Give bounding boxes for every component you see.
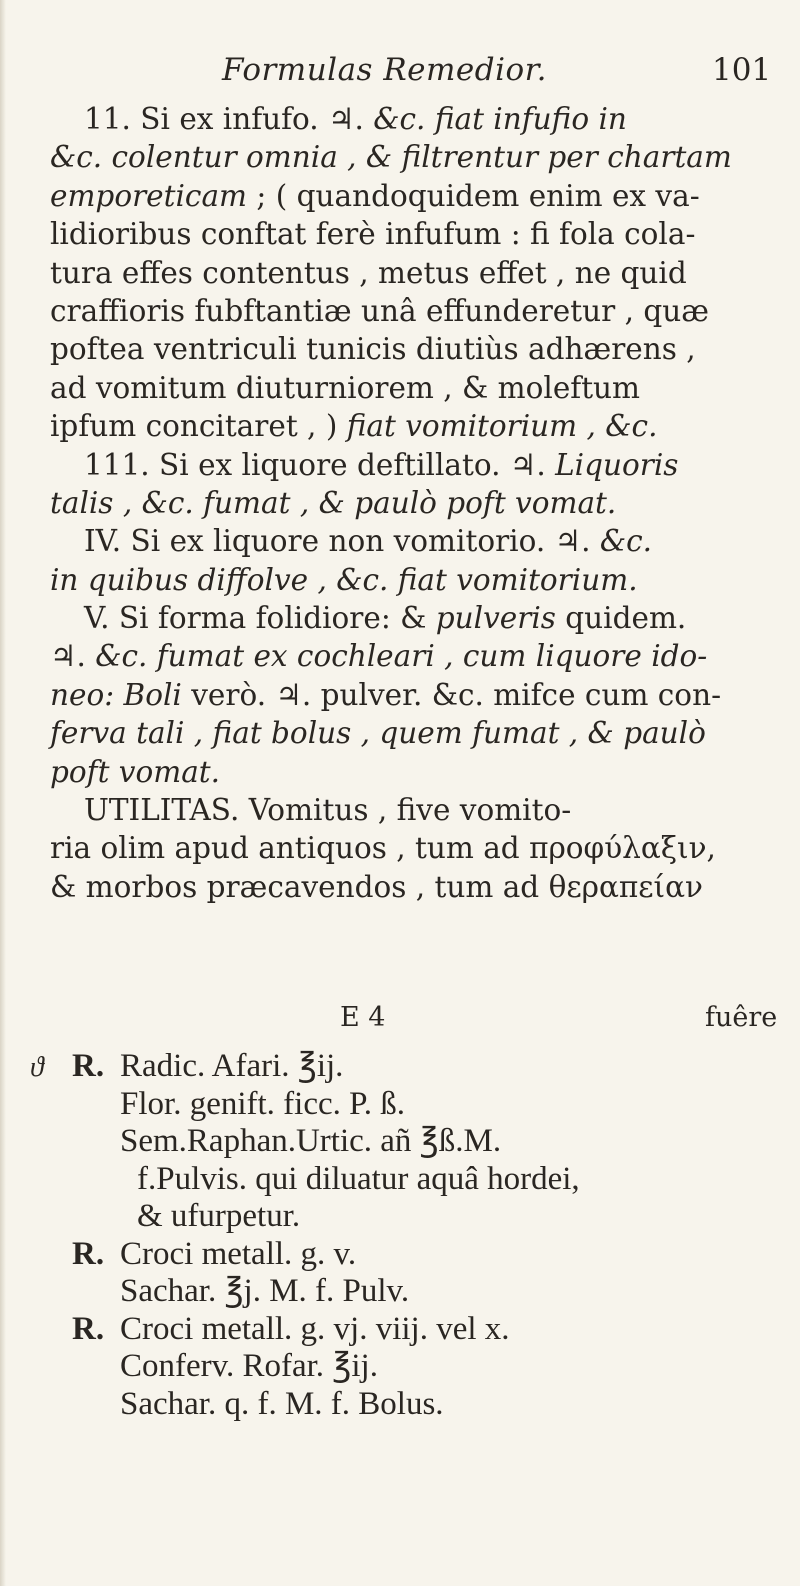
text-segment: ♃ (554, 524, 582, 559)
recipe-text: Sachar. q. f. M. f. Bolus. (120, 1385, 444, 1422)
main-text (50, 100, 766, 906)
text-line (50, 484, 766, 522)
recipe-text: Radic. Afari. ℥ij. (120, 1048, 344, 1084)
recipe-symbol: R. (72, 1310, 105, 1347)
text-segment: IV. Si ex liquore non vomitorio. (84, 524, 555, 559)
text-line (50, 753, 766, 791)
text-segment: ferva tali , fiat bolus , quem fumat , & paulò (50, 716, 706, 751)
page-binding-edge (0, 0, 6, 1586)
text-segment: lidioribus conftat ferè infufum : fi fola cola- (50, 217, 696, 252)
running-head (0, 52, 800, 92)
recipe-text: Flor. genift. ficc. P. ß. (120, 1085, 406, 1122)
text-line (50, 254, 766, 292)
text-line (50, 599, 766, 637)
text-segment: emporeticam (50, 178, 248, 213)
text-segment: &c. (599, 524, 653, 559)
text-line (50, 714, 766, 752)
text-segment: . (76, 639, 96, 674)
recipe-symbol: R. (72, 1048, 105, 1084)
text-line (50, 292, 766, 330)
recipe-line (30, 1348, 770, 1386)
text-line (50, 138, 766, 176)
text-segment: Liquoris (555, 447, 679, 482)
recipe-text: Croci metall. g. v. (120, 1235, 357, 1272)
text-segment: poftea ventriculi tunicis diutiùs adhærens , (50, 332, 696, 367)
text-line (50, 791, 766, 829)
text-segment: ria olim apud antiquos , tum ad (50, 831, 530, 866)
recipe-text: Croci metall. g. vj. viij. vel x. (120, 1310, 510, 1347)
text-segment: &c. colentur omnia , & filtrentur per chartam (50, 140, 732, 175)
text-segment: προφύλαξιν, (529, 831, 716, 866)
text-segment: craffioris fubftantiæ unâ effunderetur , quæ (50, 293, 709, 328)
recipe-line (30, 1311, 770, 1349)
text-line (50, 330, 766, 368)
text-segment: ♃ (509, 447, 537, 482)
recipe-text: f.Pulvis. qui diluatur aquâ hordei, (137, 1160, 580, 1197)
text-segment: tura effes contentus , metus effet , ne quid (50, 255, 687, 290)
recipe-text: Conferv. Rofar. ℥ij. (120, 1348, 378, 1384)
recipe-line (30, 1161, 770, 1199)
running-title: Formulas Remedior. (222, 52, 547, 88)
text-segment: talis , &c. fumat , & paulò poft vomat. (50, 485, 617, 520)
page-number: 101 (712, 52, 772, 88)
text-line (50, 407, 766, 445)
recipe-line (30, 1273, 770, 1311)
text-segment: . (581, 524, 600, 559)
recipe-line (30, 1236, 770, 1274)
text-segment: ipfum concitaret , ) (50, 409, 347, 444)
text-line (50, 100, 766, 138)
text-segment: V. Si forma folidiore: & (84, 601, 436, 636)
text-segment: poft vomat. (50, 754, 221, 789)
text-segment: quidem. (555, 601, 687, 636)
text-segment: ♃ (50, 639, 77, 674)
recipe-text: & ufurpetur. (137, 1198, 301, 1234)
text-segment: fiat vomitorium , &c. (346, 409, 658, 444)
recipe-text: Sem.Raphan.Urtic. añ ℥ß.M. (120, 1123, 502, 1159)
text-segment: UTILITAS. Vomitus , five vomito- (84, 793, 572, 828)
text-line (50, 637, 766, 675)
recipe-block (30, 1048, 770, 1423)
text-line (50, 829, 766, 867)
text-line (50, 868, 766, 906)
text-segment: 11. Si ex infufo. (84, 102, 329, 136)
text-line (50, 215, 766, 253)
text-segment: ♃ (328, 102, 355, 136)
text-line (50, 561, 766, 599)
text-segment: 111. Si ex liquore deftillato. (84, 447, 510, 482)
signature-mark: E 4 (340, 1002, 386, 1033)
recipe-line (30, 1123, 770, 1161)
text-line (50, 177, 766, 215)
text-line (50, 522, 766, 560)
text-segment: verò. ♃. pulver. &c. mifce cum con- (181, 677, 722, 712)
text-segment: in quibus diffolve , &c. fiat vomitorium. (50, 562, 638, 597)
text-segment: ; ( quandoquidem enim ex va- (247, 178, 700, 213)
recipe-text: Sachar. ℥j. M. f. Pulv. (120, 1273, 410, 1309)
text-segment: θεραπείαν (548, 869, 703, 904)
text-line (50, 446, 766, 484)
text-segment: &c. fumat ex cochleari , cum liquore ido- (95, 639, 708, 674)
text-segment: pulveris (435, 601, 556, 636)
recipe-line (30, 1086, 770, 1124)
text-segment: ad vomitum diuturniorem , & moleftum (50, 370, 641, 405)
recipe-line (30, 1198, 770, 1236)
catchword: fuêre (705, 1002, 778, 1033)
text-segment: . (354, 102, 374, 136)
text-segment: . (536, 447, 556, 482)
recipe-line (30, 1048, 770, 1086)
recipe-symbol: R. (72, 1235, 105, 1272)
text-segment: neo: Boli (50, 677, 182, 712)
text-segment: &c. fiat infufio in (373, 102, 627, 136)
recipe-line (30, 1386, 770, 1424)
text-segment: & morbos præcavendos , tum ad (50, 869, 549, 904)
text-line (50, 676, 766, 714)
marginal-mark: ϑ (30, 1052, 44, 1083)
text-line (50, 369, 766, 407)
